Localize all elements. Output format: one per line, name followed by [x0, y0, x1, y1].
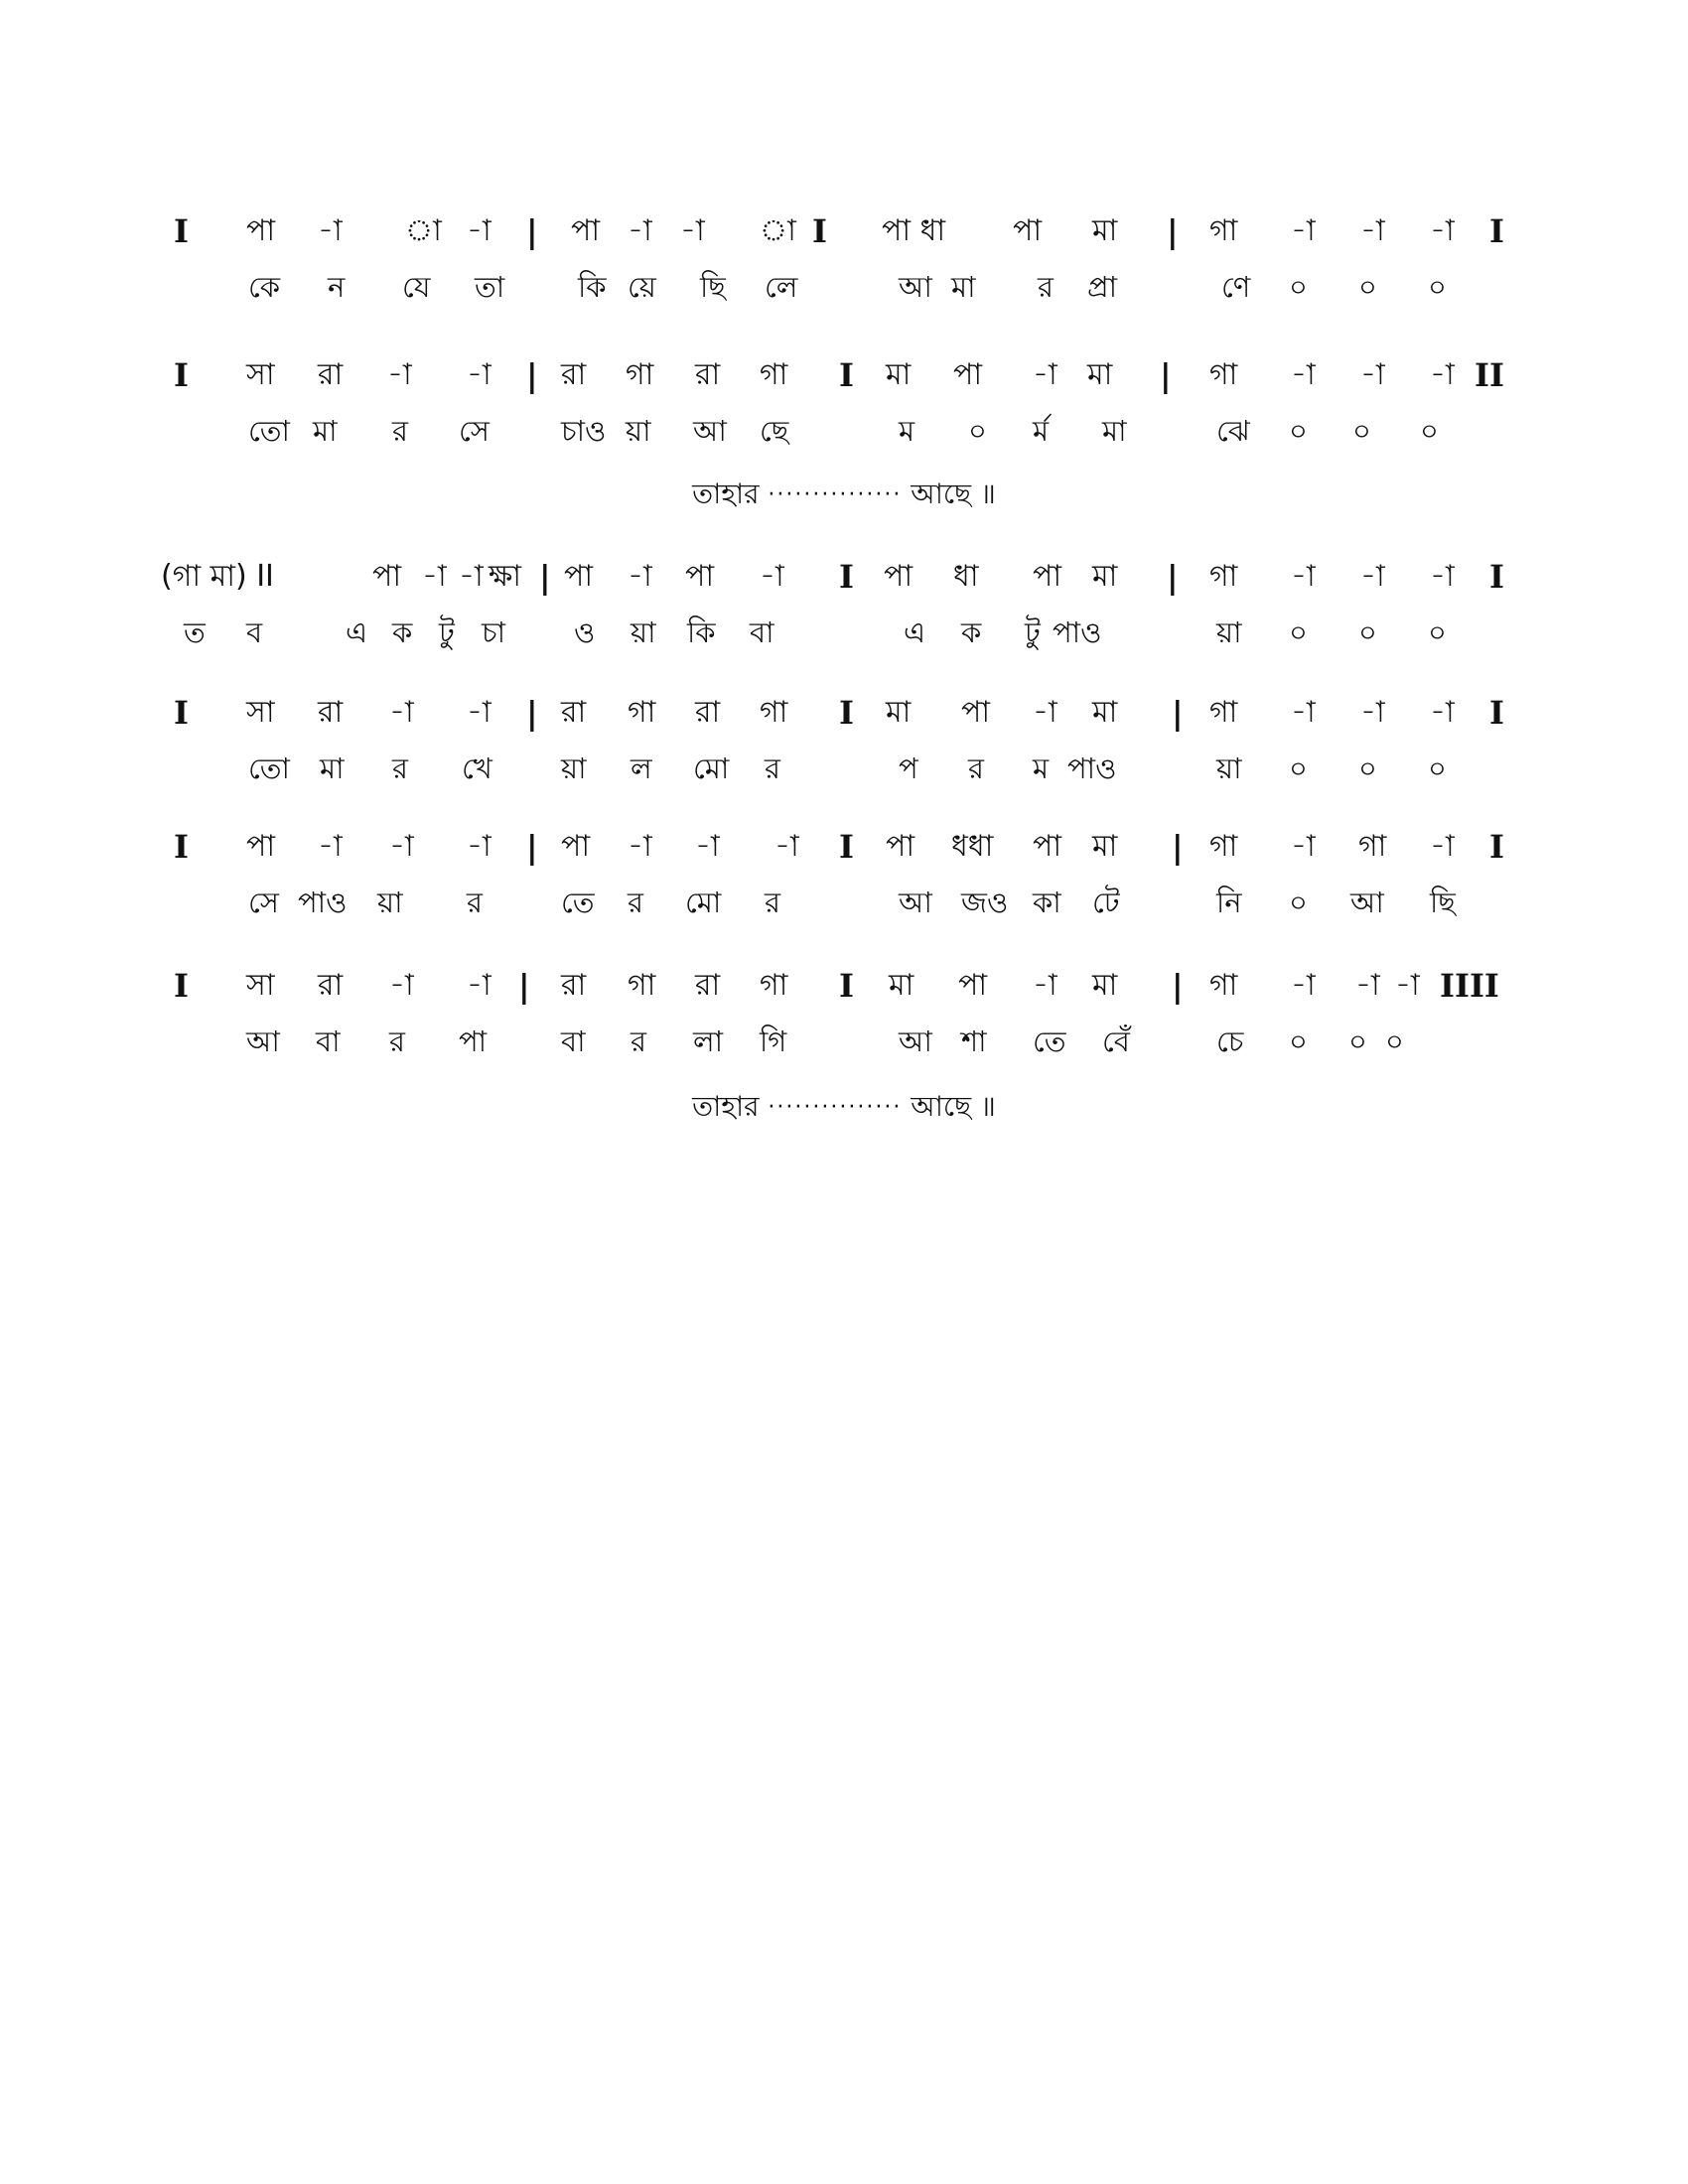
lyric-syllable: র	[631, 1024, 646, 1058]
stanza-2	[0, 347, 1688, 459]
swar-note: পা	[564, 559, 594, 594]
bar-line: |	[1172, 828, 1184, 866]
lyric-syllable: যে	[402, 270, 431, 304]
lyric-syllable: কা	[1033, 886, 1061, 919]
lyric-syllable: ঝে	[1216, 414, 1250, 448]
bar-line: |	[1172, 694, 1184, 732]
swar-note: গা	[1209, 559, 1238, 594]
swar-note: পা	[961, 695, 991, 730]
swar-note: -া	[1430, 213, 1455, 248]
swar-note: ধা	[953, 559, 979, 594]
swar-note: সা	[246, 968, 275, 1003]
lyric-syllable: প	[899, 751, 918, 785]
swar-note: -া	[467, 357, 492, 392]
bar-line: I	[839, 356, 854, 394]
swar-note: গা	[1358, 829, 1387, 864]
lyric-syllable: বা	[750, 615, 774, 649]
swar-row-4	[0, 685, 1688, 741]
swar-note: -া	[1291, 695, 1316, 730]
lyric-syllable: ০	[1428, 270, 1447, 304]
swar-note: পা	[246, 213, 276, 248]
swar-note: -া	[467, 829, 492, 864]
lyric-syllable: য়া	[631, 615, 656, 649]
bar-line: |	[526, 356, 538, 394]
swar-note: -া	[422, 559, 447, 594]
swar-note: রা	[695, 968, 721, 1003]
lyric-syllable: টু	[439, 615, 455, 649]
swar-note: গা	[1209, 695, 1238, 730]
swar-note: -া	[1360, 559, 1385, 594]
swar-note: রা	[318, 357, 344, 392]
lyric-syllable: ণে	[1221, 270, 1251, 304]
lyric-syllable: ক	[961, 615, 982, 649]
swar-note: পা	[372, 559, 402, 594]
lyric-syllable: এ	[346, 615, 368, 649]
lyric-syllable: পা	[459, 1024, 488, 1058]
lyric-syllable: বা	[316, 1024, 341, 1058]
lyric-syllable: মা	[313, 414, 338, 448]
swar-note: -া	[1033, 695, 1057, 730]
swar-row-5	[0, 819, 1688, 875]
bar-line: |	[1167, 558, 1179, 596]
lyric-syllable: য়া	[377, 886, 403, 919]
swar-note: ধধা	[951, 829, 994, 864]
lyric-syllable: য়া	[1216, 615, 1242, 649]
bar-line: I	[174, 967, 189, 1005]
swar-note: পা	[1033, 559, 1062, 594]
swar-note: সা	[246, 695, 275, 730]
swar-row-2	[0, 347, 1688, 403]
stanza-5	[0, 819, 1688, 930]
swar-note: -া	[459, 559, 484, 594]
bar-line: |	[1172, 967, 1184, 1005]
lyric-syllable: চে	[1216, 1024, 1244, 1058]
lyric-syllable: মা	[320, 751, 345, 785]
swar-note: -া	[1355, 968, 1380, 1003]
prefix-notes: (গা মা) II	[161, 559, 274, 594]
lyric-syllable: ০	[968, 414, 987, 448]
lyric-syllable: র	[467, 886, 483, 919]
lyric-syllable: ছি	[1430, 886, 1456, 919]
lyric-row-4	[0, 741, 1688, 796]
swar-note: রা	[318, 695, 344, 730]
lyric-syllable: তো	[248, 751, 290, 785]
lyric-syllable: ০	[1289, 886, 1308, 919]
lyric-row-2	[0, 403, 1688, 459]
swar-note: গা	[1209, 213, 1238, 248]
lyric-syllable: কি	[687, 615, 716, 649]
bar-line: IIII	[1440, 967, 1499, 1005]
swar-note: মা	[889, 968, 914, 1003]
lyric-syllable: পাও	[1067, 751, 1117, 785]
swar-note: সা	[246, 357, 275, 392]
bar-line: II	[1475, 356, 1504, 394]
swar-note: -া	[695, 829, 720, 864]
swar-note: পা	[571, 213, 601, 248]
lyric-syllable: ০	[1289, 751, 1308, 785]
swar-note: গা	[1209, 968, 1238, 1003]
swar-note: -া	[1291, 357, 1316, 392]
bar-line: |	[539, 558, 551, 596]
lyric-syllable: আ	[693, 414, 727, 448]
lyric-syllable: চা	[482, 615, 506, 649]
lyric-syllable: তা	[475, 270, 505, 304]
lyric-syllable: টু	[1025, 615, 1041, 649]
lyric-syllable: ০	[1289, 615, 1308, 649]
refrain-line-1	[0, 475, 1688, 515]
swar-note: -া	[467, 695, 492, 730]
swar-note: রা	[561, 357, 587, 392]
swar-note: -া	[774, 829, 799, 864]
lyric-syllable: ল	[631, 751, 652, 785]
bar-line: I	[174, 356, 189, 394]
lyric-syllable: ০	[1358, 615, 1377, 649]
swar-row-3	[0, 549, 1688, 605]
lyric-syllable: ক	[392, 615, 413, 649]
lyric-syllable: ০	[1358, 270, 1377, 304]
bar-line: I	[174, 694, 189, 732]
bar-line: I	[174, 212, 189, 250]
lyric-syllable: ম	[899, 414, 915, 448]
swar-note: মা	[1092, 829, 1118, 864]
lyric-syllable: সে	[459, 414, 490, 448]
lyric-syllable: নি	[1216, 886, 1242, 919]
swar-note: পা	[1013, 213, 1043, 248]
swar-note: -া	[1291, 213, 1316, 248]
refrain-dots: ···············	[768, 1095, 903, 1120]
lyric-syllable: তে	[1033, 1024, 1066, 1058]
lyric-row-3	[0, 605, 1688, 660]
lyric-syllable: র	[392, 751, 408, 785]
bar-line: I	[812, 212, 827, 250]
swar-note: পা	[884, 559, 914, 594]
swar-note: া	[405, 213, 442, 248]
swar-note: -া	[1430, 357, 1455, 392]
lyric-syllable: আ	[899, 270, 932, 304]
lyric-syllable: তো	[248, 414, 290, 448]
swar-note: -া	[467, 968, 492, 1003]
lyric-syllable: ০	[1385, 1024, 1404, 1058]
swar-note: রা	[695, 357, 721, 392]
swar-note: রা	[561, 695, 587, 730]
swar-row-6	[0, 958, 1688, 1014]
lyric-syllable: ০	[1289, 270, 1308, 304]
swar-note: মা	[886, 357, 912, 392]
swar-note: -া	[628, 213, 652, 248]
swar-note: -া	[1395, 968, 1420, 1003]
lyric-syllable: খে	[462, 751, 492, 785]
lyric-syllable: চাও	[561, 414, 607, 448]
stanza-1	[0, 204, 1688, 315]
swar-note: মা	[886, 695, 912, 730]
stanza-4	[0, 685, 1688, 796]
lyric-syllable: ছি	[700, 270, 726, 304]
lyric-syllable: কে	[248, 270, 281, 304]
lyric-syllable: র	[765, 751, 780, 785]
refrain-line-2	[0, 1087, 1688, 1128]
swar-note: মা	[1092, 213, 1118, 248]
bar-line: I	[839, 558, 854, 596]
lyric-syllable: ০	[1428, 751, 1447, 785]
swar-note: -া	[389, 695, 414, 730]
bar-line: I	[1489, 558, 1504, 596]
swar-note: পা	[1033, 829, 1062, 864]
swar-note: মা	[1092, 559, 1118, 594]
refrain-start: তাহার	[692, 1090, 760, 1123]
refrain-start: তাহার	[692, 478, 760, 510]
lyric-syllable: গি	[760, 1024, 787, 1058]
bar-line: I	[1489, 212, 1504, 250]
swar-note: -া	[1430, 695, 1455, 730]
bar-line: |	[526, 694, 538, 732]
lyric-syllable: পাও	[298, 886, 348, 919]
lyric-syllable: ব	[246, 615, 263, 649]
swar-note: -া	[760, 559, 784, 594]
swar-note: গা	[1209, 829, 1238, 864]
lyric-syllable: মো	[685, 886, 722, 919]
refrain-end: আছে ॥	[911, 1090, 996, 1123]
swar-note: পা	[246, 829, 276, 864]
swar-note: গা	[628, 695, 656, 730]
swar-note: মা	[1092, 968, 1118, 1003]
swar-note: পা	[685, 559, 715, 594]
lyric-syllable: আ	[899, 1024, 932, 1058]
swar-note: -া	[389, 829, 414, 864]
swar-note: গা	[626, 357, 654, 392]
swar-note: া	[760, 213, 796, 248]
swar-note: রা	[318, 968, 344, 1003]
lyric-syllable: ০	[1289, 414, 1308, 448]
lyric-syllable: ন	[328, 270, 346, 304]
lyric-syllable: বেঁ	[1102, 1024, 1130, 1058]
lyric-syllable: ম	[1033, 751, 1050, 785]
lyric-syllable: শা	[961, 1024, 987, 1058]
swar-note: -া	[1291, 829, 1316, 864]
bar-line: |	[518, 967, 530, 1005]
lyric-syllable: ত	[184, 615, 206, 649]
bar-line: |	[526, 212, 538, 250]
swar-note: -া	[628, 829, 652, 864]
swar-note: গা	[760, 357, 788, 392]
lyric-syllable: ০	[1352, 414, 1371, 448]
lyric-syllable: জও	[961, 886, 1009, 919]
swar-note: -া	[318, 829, 343, 864]
lyric-syllable: আ	[899, 886, 932, 919]
swar-note: -া	[1360, 357, 1385, 392]
lyric-syllable: তে	[561, 886, 595, 919]
swar-note: -া	[1033, 968, 1057, 1003]
swar-note: গা	[760, 695, 788, 730]
lyric-syllable: বা	[561, 1024, 586, 1058]
lyric-syllable: য়া	[626, 414, 651, 448]
lyric-syllable: আ	[246, 1024, 280, 1058]
lyric-syllable: ০	[1348, 1024, 1367, 1058]
lyric-syllable: এ	[904, 615, 926, 649]
lyric-syllable: র	[1038, 270, 1054, 304]
stanza-6	[0, 958, 1688, 1069]
swar-note: -া	[1430, 559, 1455, 594]
lyric-syllable: পাও	[1053, 615, 1102, 649]
lyric-syllable: য়া	[1216, 751, 1242, 785]
swar-note: পা	[958, 968, 988, 1003]
swar-note: গা	[1209, 357, 1238, 392]
swar-note: রা	[695, 695, 721, 730]
swar-note: পা	[886, 829, 915, 864]
swar-note: গা	[628, 968, 656, 1003]
swar-note: -া	[467, 213, 492, 248]
swar-note: -া	[318, 213, 343, 248]
lyric-syllable: ০	[1358, 751, 1377, 785]
lyric-syllable: মা	[951, 270, 976, 304]
swar-note: -া	[1291, 968, 1316, 1003]
swar-note: মা	[1092, 695, 1118, 730]
bar-line: I	[174, 828, 189, 866]
lyric-syllable: সে	[248, 886, 279, 919]
bar-line: I	[1489, 828, 1504, 866]
bar-line: I	[839, 694, 854, 732]
swar-note: মা	[1087, 357, 1113, 392]
swar-note: -া	[628, 559, 652, 594]
lyric-syllable: র	[968, 751, 984, 785]
lyric-syllable: লা	[693, 1024, 724, 1058]
swar-note: ক্ষা	[489, 559, 522, 594]
lyric-row-6	[0, 1014, 1688, 1069]
lyric-row-1	[0, 259, 1688, 315]
lyric-syllable: মা	[1102, 414, 1127, 448]
bar-line: |	[1167, 212, 1179, 250]
lyric-syllable: য়ে	[628, 270, 656, 304]
lyric-syllable: প্রা	[1087, 270, 1118, 304]
lyric-syllable: টে	[1092, 886, 1120, 919]
lyric-syllable: র	[389, 1024, 405, 1058]
bar-line: I	[839, 828, 854, 866]
lyric-syllable: আ	[1350, 886, 1384, 919]
lyric-syllable: ছে	[760, 414, 789, 448]
swar-note: -া	[387, 357, 412, 392]
swar-note: গা	[760, 968, 788, 1003]
bar-line: I	[1489, 694, 1504, 732]
lyric-syllable: ০	[1428, 615, 1447, 649]
lyric-syllable: ও	[574, 615, 596, 649]
swar-note: পা ধা	[882, 213, 946, 248]
swar-note: -া	[1360, 213, 1385, 248]
swar-note: পা	[561, 829, 591, 864]
bar-line: I	[839, 967, 854, 1005]
lyric-syllable: য়া	[561, 751, 587, 785]
stanza-3	[0, 549, 1688, 660]
swar-row-1	[0, 204, 1688, 259]
swar-note: -া	[1291, 559, 1316, 594]
refrain-dots: ···············	[768, 482, 903, 507]
swar-note: রা	[561, 968, 587, 1003]
refrain-end: আছে ॥	[911, 478, 996, 510]
lyric-syllable: লে	[765, 270, 798, 304]
bar-line: |	[526, 828, 538, 866]
swar-note: -া	[389, 968, 414, 1003]
lyric-syllable: র	[392, 414, 408, 448]
lyric-row-5	[0, 875, 1688, 930]
swar-note: -া	[1430, 829, 1455, 864]
lyric-syllable: র্ম	[1033, 414, 1050, 448]
swar-note: -া	[680, 213, 705, 248]
bar-line: |	[1160, 356, 1172, 394]
swar-note: পা	[953, 357, 983, 392]
swar-note: -া	[1033, 357, 1057, 392]
lyric-syllable: ০	[1420, 414, 1439, 448]
lyric-syllable: র	[765, 886, 780, 919]
lyric-syllable: র	[628, 886, 643, 919]
lyric-syllable: ০	[1289, 1024, 1308, 1058]
lyric-syllable: কি	[578, 270, 607, 304]
lyric-syllable: মো	[693, 751, 730, 785]
swar-note: -া	[1360, 695, 1385, 730]
